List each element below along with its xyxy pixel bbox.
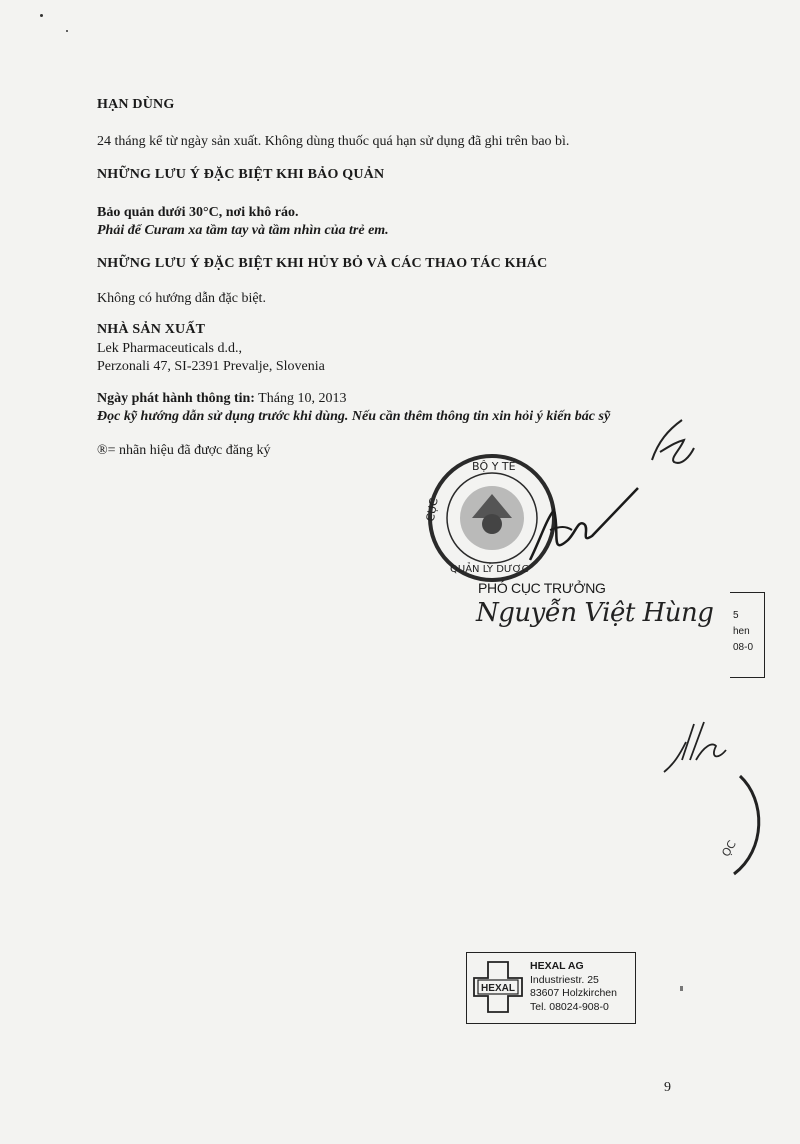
edge-fragment-line: 5 [733, 610, 739, 621]
scan-speck [40, 14, 43, 17]
expiry-text: 24 tháng kể từ ngày sản xuất. Không dùng thuốc quá hạn sử dụng đã ghi trên bao bì. [97, 134, 570, 149]
partial-round-stamp [710, 770, 770, 880]
stamp-ring-top: BỘ Y TẾ [472, 460, 516, 473]
disposal-text: Không có hướng dẫn đặc biệt. [97, 291, 266, 306]
expiry-heading: HẠN DÙNG [97, 97, 175, 112]
right-initials [660, 716, 730, 776]
deputy-director-title: PHÓ CỤC TRƯỞNG [478, 580, 606, 596]
stamp-ring-bottom: QUẢN LÝ DƯỢC [450, 564, 529, 575]
hexal-company: HEXAL AG [530, 960, 584, 972]
release-date-line [97, 390, 346, 408]
page-number: 9 [664, 1080, 671, 1095]
scan-speck [680, 986, 683, 991]
scan-speck [66, 30, 68, 32]
manufacturer-name: Lek Pharmaceuticals d.d., [97, 341, 243, 356]
storage-condition: Bảo quản dưới 30°C, nơi khô ráo. [97, 205, 299, 220]
hexal-phone: Tel. 08024-908-0 [530, 1000, 609, 1013]
signatory-name: Nguyễn Việt Hùng [476, 598, 714, 628]
release-date: Tháng 10, 2013 [254, 391, 347, 406]
reading-advice: Đọc kỹ hướng dẫn sử dụng trước khi dùng. Nếu cần thêm thông tin xin hỏi ý kiến bác sỹ [97, 409, 611, 424]
trademark-note: ®= nhãn hiệu đã được đăng ký [97, 443, 271, 458]
edge-fragment-line: hen [733, 626, 750, 637]
edge-stamp-fragment [733, 608, 753, 656]
partial-stamp-text: ỌC [719, 838, 739, 859]
manufacturer-heading: NHÀ SẢN XUẤT [97, 322, 206, 337]
stamp-ring-left: CỤC [423, 497, 441, 523]
hexal-address-block [530, 960, 617, 1014]
hexal-logo-text: HEXAL [481, 983, 515, 994]
hexal-cross-logo [470, 958, 526, 1016]
storage-heading: NHỮNG LƯU Ý ĐẶC BIỆT KHI BẢO QUẢN [97, 167, 385, 182]
disposal-heading: NHỮNG LƯU Ý ĐẶC BIỆT KHI HỦY BỎ VÀ CÁC THAO TÁC KHÁC [97, 256, 548, 271]
edge-fragment-line: 08-0 [733, 642, 754, 653]
manufacturer-address: Perzonali 47, SI-2391 Prevalje, Slovenia [97, 359, 325, 374]
release-label: Ngày phát hành thông tin: [97, 391, 255, 406]
hexal-street: Industriestr. 25 [530, 973, 599, 986]
hexal-city: 83607 Holzkirchen [530, 987, 617, 999]
signature-stroke [520, 470, 650, 580]
initials-mark [640, 412, 700, 472]
storage-children-warning: Phải để Curam xa tầm tay và tầm nhìn của trẻ em. [97, 223, 389, 238]
